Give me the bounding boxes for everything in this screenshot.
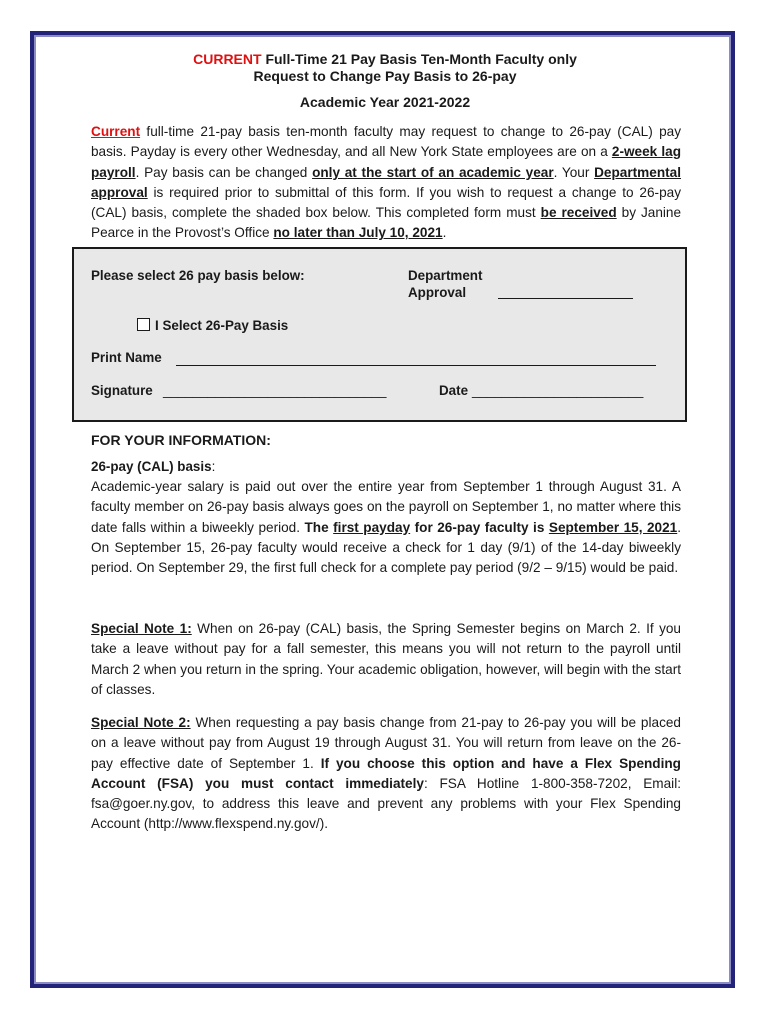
cal-basis-subheading xyxy=(91,459,215,474)
note2-text-b: : FSA Hotline 1-800-358-7202, Email: fsa@goer.ny.gov, to address this leave and prevent any problems with your Flex Spending Account (http://www.flexspend.ny.gov/). xyxy=(91,775,681,832)
p1-for-faculty: for 26-pay faculty is xyxy=(410,519,549,535)
p1-text-b: . On September 15, 26-pay faculty would receive a check for 1 day (9/1) of the 14-day biweekly period. On September 29, the first full check for a complete pay period (9/2 – 9/15) would be paid. xyxy=(91,519,682,576)
date-label: Date xyxy=(439,383,469,398)
intro-be-received: be received xyxy=(540,205,617,221)
title-line-2: Request to Change Pay Basis to 26-pay xyxy=(253,68,517,84)
title-line-1 xyxy=(0,51,770,67)
intro-current-word: Current xyxy=(91,124,141,139)
info-heading: FOR YOUR INFORMATION: xyxy=(91,432,271,448)
p1-sept-date: September 15, 2021 xyxy=(548,519,678,535)
title-current-word: CURRENT xyxy=(193,51,262,67)
select-pay-basis-label: Please select 26 pay basis below: xyxy=(91,268,305,283)
title-academic-year: Academic Year 2021-2022 xyxy=(299,94,471,110)
cal-basis-paragraph xyxy=(91,477,681,578)
intro-text-4: is required prior to submittal of this form. If you wish to request a change to 26-pay (CAL) basis, complete the shaded box below. This completed form must xyxy=(91,184,681,221)
p1-text-a: Academic-year salary is paid out over the entire year from September 1 through August 31. A faculty member on 26-pay basis always goes on the payroll on September 1, no matter where this date falls within a biweekly period. xyxy=(91,479,681,535)
title-line-1-rest: Full-Time 21 Pay Basis Ten-Month Faculty only xyxy=(261,51,577,67)
intro-only-start: only at the start of an academic year xyxy=(312,164,554,180)
p1-first-payday: first payday xyxy=(333,519,411,535)
intro-dept-approval: Departmental approval xyxy=(91,164,681,200)
intro-text-1: full-time 21-pay basis ten-month faculty may request to change to 26-pay (CAL) pay basis. Payday is every other Wednesday, and all New York State employees are on a xyxy=(91,124,681,160)
checkbox-label: I Select 26-Pay Basis xyxy=(155,318,289,333)
intro-paragraph xyxy=(91,122,681,244)
special-note-1 xyxy=(91,619,681,700)
department-label: Department xyxy=(408,268,483,283)
print-name-field[interactable] xyxy=(176,352,656,366)
note2-bold: If you choose this option and have a Flex Spending Account (FSA) you must contact immediately xyxy=(91,755,681,791)
note2-label: Special Note 2: xyxy=(91,715,191,730)
cal-basis-colon: : xyxy=(211,459,216,474)
p1-the: The xyxy=(304,519,334,535)
select-26-pay-checkbox[interactable] xyxy=(137,318,150,331)
print-name-label: Print Name xyxy=(91,350,162,365)
approval-label: Approval xyxy=(408,285,467,300)
special-note-2 xyxy=(91,713,681,835)
note1-text: When on 26-pay (CAL) basis, the Spring Semester begins on March 2. If you take a leave without pay for a fall semester, this means you will not return to the payroll until March 2 when you return in the spring. Your academic obligation, however, will begin with the start of classes. xyxy=(91,621,681,697)
note1-label: Special Note 1: xyxy=(91,621,192,636)
intro-text-6: . xyxy=(442,225,447,241)
intro-text-5: by Janine Pearce in the Provost’s Office xyxy=(91,205,682,241)
date-field[interactable]: _______________________ xyxy=(472,383,644,398)
signature-field[interactable]: ______________________________ xyxy=(163,383,387,398)
intro-deadline: no later than July 10, 2021 xyxy=(273,225,443,241)
intro-lag-payroll: 2-week lag payroll xyxy=(91,144,682,180)
intro-text-3: . Your xyxy=(553,164,595,180)
department-approval-line[interactable] xyxy=(498,285,633,299)
note2-text-a: When requesting a pay basis change from 21-pay to 26-pay you will be placed on a leave without pay from August 19 through August 31. You will return from leave on the 26-pay effective date of September 1. xyxy=(91,715,681,771)
cal-basis-title: 26-pay (CAL) basis xyxy=(91,459,212,474)
intro-text-2: . Pay basis can be changed xyxy=(135,164,313,180)
signature-label: Signature xyxy=(91,383,153,398)
